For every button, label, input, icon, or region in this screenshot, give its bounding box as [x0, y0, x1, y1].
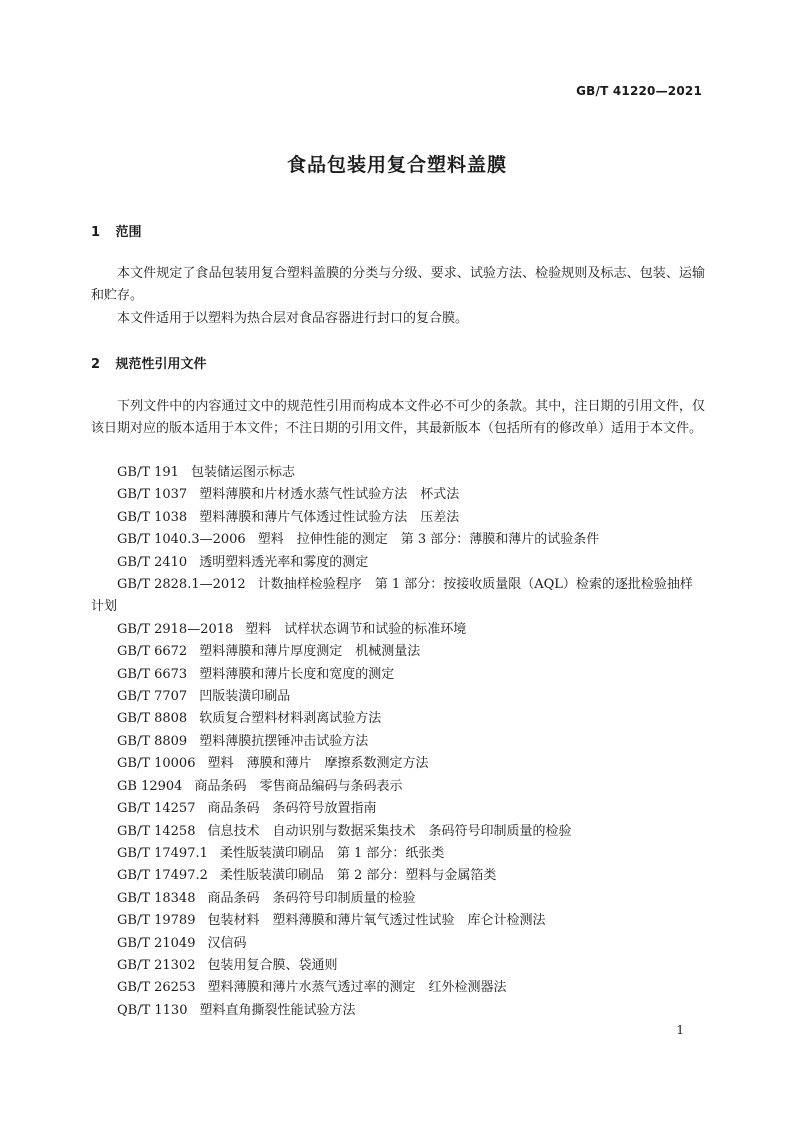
section-title: 范围 — [115, 225, 142, 240]
reference-item — [91, 910, 705, 932]
reference-item — [91, 865, 705, 887]
reference-item — [91, 641, 705, 663]
reference-code: GB/T 19789 — [117, 913, 196, 929]
reference-title: 软质复合塑料材料剥离试验方法 — [199, 711, 382, 727]
reference-code: GB/T 17497.1 — [117, 845, 208, 861]
reference-title: 塑料薄膜和薄片水蒸气透过率的测定 红外检测器法 — [207, 980, 507, 996]
reference-title: 包装材料 塑料薄膜和薄片氧气透过性试验 库仑计检测法 — [207, 913, 546, 929]
reference-title: 塑料 试样状态调节和试验的标准环境 — [245, 621, 467, 637]
reference-code: GB/T 2918—2018 — [117, 621, 234, 637]
reference-item — [91, 507, 705, 529]
reference-title: 包装用复合膜、袋通则 — [207, 957, 338, 973]
reference-item — [91, 664, 705, 686]
reference-item — [91, 574, 705, 619]
reference-item — [91, 529, 705, 551]
reference-item — [91, 977, 705, 999]
reference-title: 商品条码 条码符号印制质量的检验 — [207, 890, 416, 906]
reference-item — [91, 753, 705, 775]
reference-title: 商品条码 条码符号放置指南 — [207, 801, 377, 817]
document-title: 食品包装用复合塑料盖膜 — [286, 154, 507, 176]
reference-code: GB/T 18348 — [117, 890, 196, 906]
reference-item — [91, 708, 705, 730]
reference-item — [91, 552, 705, 574]
reference-code: GB/T 21302 — [117, 957, 196, 973]
reference-code: GB/T 14257 — [117, 801, 196, 817]
reference-code: GB/T 1038 — [117, 509, 188, 525]
reference-code: GB/T 2828.1—2012 — [117, 577, 246, 593]
reference-code: GB/T 6673 — [117, 666, 188, 682]
scope-paragraph-1: 本文件规定了食品包装用复合塑料盖膜的分类与分级、要求、试验方法、检验规则及标志、包装、运输和贮存。 — [91, 266, 705, 303]
page-number: 1 — [676, 1023, 684, 1037]
reference-code: GB/T 6672 — [117, 644, 188, 660]
reference-code: GB/T 1040.3—2006 — [117, 532, 246, 548]
reference-item — [91, 686, 705, 708]
reference-title: 计数抽样检验程序 第 1 部分：按接收质量限（AQL）检索的逐批检验抽样计划 — [91, 577, 693, 615]
reference-title: 信息技术 自动识别与数据采集技术 条码符号印制质量的检验 — [207, 823, 572, 839]
section-title: 规范性引用文件 — [115, 357, 207, 372]
section-heading-scope — [91, 221, 142, 240]
reference-item — [91, 619, 705, 641]
reference-title: 凹版装潢印刷品 — [199, 689, 291, 705]
section-number: 1 — [91, 225, 101, 240]
reference-title: 商品条码 零售商品编码与条码表示 — [194, 778, 403, 794]
scope-paragraph-2: 本文件适用于以塑料为热合层对食品容器进行封口的复合膜。 — [117, 311, 469, 326]
reference-title: 塑料薄膜和片材透水蒸气性试验方法 杯式法 — [199, 487, 460, 503]
reference-code: GB/T 17497.2 — [117, 868, 208, 884]
standard-code: GB/T 41220—2021 — [576, 84, 702, 98]
reference-title: 汉信码 — [207, 935, 247, 951]
reference-item — [91, 933, 705, 955]
reference-code: GB/T 8808 — [117, 711, 188, 727]
reference-list — [91, 462, 705, 1022]
reference-item — [91, 484, 705, 506]
reference-code: GB/T 7707 — [117, 689, 188, 705]
reference-title: 塑料薄膜和薄片气体透过性试验方法 压差法 — [199, 509, 460, 525]
reference-code: GB/T 26253 — [117, 980, 196, 996]
reference-title: 塑料直角撕裂性能试验方法 — [199, 1002, 356, 1018]
reference-title: 透明塑料透光率和雾度的测定 — [199, 554, 369, 570]
reference-item — [91, 462, 705, 484]
reference-code: GB/T 2410 — [117, 554, 188, 570]
reference-item — [91, 1000, 705, 1022]
reference-title: 柔性版装潢印刷品 第 2 部分：塑料与金属箔类 — [219, 868, 497, 884]
reference-item — [91, 955, 705, 977]
section-number: 2 — [91, 357, 101, 372]
references-intro: 下列文件中的内容通过文中的规范性引用而构成本文件必不可少的条款。其中，注日期的引用文件，仅该日期对应的版本适用于本文件；不注日期的引用文件，其最新版本（包括所有的修改单）适用于本文件。 — [91, 399, 705, 436]
reference-code: GB/T 21049 — [117, 935, 196, 951]
reference-title: 塑料薄膜和薄片长度和宽度的测定 — [199, 666, 395, 682]
reference-item — [91, 798, 705, 820]
reference-code: QB/T 1130 — [117, 1002, 188, 1018]
reference-code: GB/T 14258 — [117, 823, 196, 839]
reference-title: 塑料薄膜和薄片厚度测定 机械测量法 — [199, 644, 421, 660]
reference-item — [91, 776, 705, 798]
reference-title: 塑料 拉伸性能的测定 第 3 部分：薄膜和薄片的试验条件 — [257, 532, 600, 548]
reference-code: GB/T 1037 — [117, 487, 188, 503]
reference-code: GB/T 8809 — [117, 733, 188, 749]
reference-item — [91, 731, 705, 753]
reference-item — [91, 888, 705, 910]
reference-title: 塑料薄膜抗摆锤冲击试验方法 — [199, 733, 369, 749]
reference-title: 柔性版装潢印刷品 第 1 部分：纸张类 — [219, 845, 445, 861]
section-heading-normative-references — [91, 353, 207, 372]
reference-title: 包装储运图示标志 — [190, 465, 295, 480]
reference-title: 塑料 薄膜和薄片 摩擦系数测定方法 — [207, 756, 429, 772]
reference-item — [91, 821, 705, 843]
reference-item — [91, 843, 705, 865]
reference-code: GB 12904 — [117, 778, 183, 794]
reference-code: GB/T 10006 — [117, 756, 196, 772]
reference-code: GB/T 191 — [117, 465, 179, 480]
